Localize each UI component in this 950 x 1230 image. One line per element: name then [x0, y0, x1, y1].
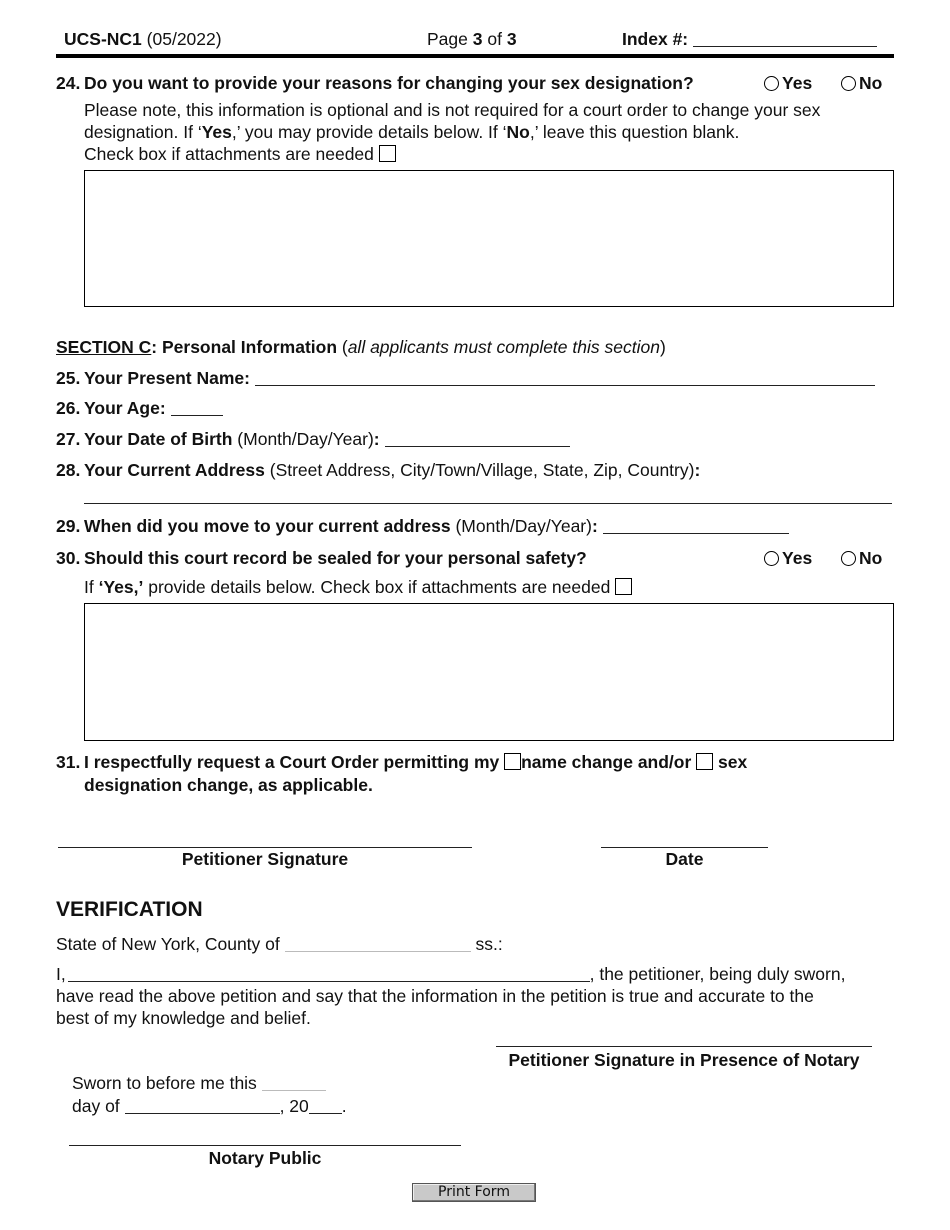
i-label: I,	[56, 964, 66, 984]
verification-line2: have read the above petition and say that the information in the petition is true and accurate to the	[56, 986, 814, 1006]
verification-line1-tail: , the petitioner, being duly sworn,	[589, 964, 846, 984]
county-row	[56, 934, 503, 955]
notary-signature-line[interactable]	[69, 1145, 461, 1146]
form-date: (05/2022)	[146, 29, 222, 49]
q31-line1	[84, 752, 747, 773]
q24-yes-option[interactable]	[764, 73, 812, 94]
section-c-paren-open: (	[341, 337, 348, 357]
q24-details-textarea[interactable]	[84, 170, 894, 307]
verification-heading: VERIFICATION	[56, 898, 203, 921]
q24-attach	[84, 144, 396, 165]
q28-colon: :	[694, 460, 701, 480]
form-id	[64, 29, 222, 50]
q31-text-b: name change and/or	[521, 752, 692, 772]
q31-text-a: I respectfully request a Court Order permitting my	[84, 752, 500, 772]
ss-label: ss.:	[475, 934, 503, 954]
notary-public-label: Notary Public	[208, 1148, 322, 1168]
section-c-heading	[56, 337, 666, 358]
print-form-button[interactable]: Print Form	[412, 1183, 536, 1202]
petitioner-signature-line[interactable]	[58, 847, 472, 848]
index-input[interactable]	[693, 46, 877, 47]
q24-note2-a: designation. If ‘	[84, 122, 202, 142]
header-rule	[56, 54, 894, 58]
q24-note2-yes: Yes	[201, 122, 232, 142]
q27-colon: :	[373, 429, 380, 449]
q27-hint: (Month/Day/Year)	[232, 429, 374, 449]
section-c-paren-close: )	[659, 337, 666, 357]
section-c-note: all applicants must complete this section	[347, 337, 660, 357]
q28-number: 28.	[56, 460, 81, 480]
q24-note-line2	[84, 122, 739, 143]
q24-note2-c: ,’ leave this question blank.	[529, 122, 740, 142]
q25-row	[84, 368, 875, 389]
petitioner-signature-label: Petitioner Signature	[181, 849, 349, 869]
q24-note2-b: ,’ you may provide details below. If ‘	[231, 122, 507, 142]
q28-row	[84, 460, 700, 481]
notary-presence-signature-line[interactable]	[496, 1046, 872, 1047]
q28-hint: (Street Address, City/Town/Village, State, Zip, Country)	[264, 460, 695, 480]
q28-label: Your Current Address	[84, 460, 265, 480]
index-label: Index #:	[622, 29, 689, 49]
q29-row	[84, 516, 789, 537]
section-c-label: SECTION C	[56, 337, 152, 357]
sex-designation-checkbox[interactable]	[696, 753, 713, 770]
q30-yes-option[interactable]	[764, 548, 812, 569]
q25-label: Your Present Name:	[84, 368, 250, 388]
q24-number: 24.	[56, 73, 81, 93]
page-word: Page	[427, 29, 468, 49]
section-c-title: Personal Information	[157, 337, 342, 357]
q24-attach-checkbox[interactable]	[379, 145, 396, 162]
date-line[interactable]	[601, 847, 768, 848]
q27-number: 27.	[56, 429, 81, 449]
q24-attach-label: Check box if attachments are needed	[84, 144, 374, 164]
q30-number: 30.	[56, 548, 81, 568]
sworn-name-row	[56, 964, 845, 985]
sworn-row	[72, 1073, 326, 1094]
q27-row	[84, 429, 570, 450]
q31-line2: designation change, as applicable.	[84, 775, 373, 795]
move-date-input[interactable]	[603, 533, 789, 534]
q30-details-row	[84, 577, 632, 598]
q31-number: 31.	[56, 752, 81, 772]
notary-presence-signature-label: Petitioner Signature in Presence of Notary	[508, 1050, 860, 1070]
name-change-checkbox[interactable]	[504, 753, 521, 770]
q30-yes-radio[interactable]	[764, 551, 779, 566]
q30-yes-label: Yes	[782, 548, 813, 568]
q24-no-option[interactable]	[841, 73, 882, 94]
date-label: Date	[665, 849, 704, 869]
county-label: State of New York, County of	[56, 934, 280, 954]
q30-no-radio[interactable]	[841, 551, 856, 566]
day-of-label: day of	[72, 1096, 120, 1116]
page-number: 3	[472, 29, 483, 49]
sworn-label: Sworn to before me this	[72, 1073, 257, 1093]
year-input[interactable]	[309, 1113, 342, 1114]
index-field	[622, 29, 877, 50]
q29-label: When did you move to your current address	[84, 516, 451, 536]
q27-label: Your Date of Birth	[84, 429, 233, 449]
q29-number: 29.	[56, 516, 81, 536]
q30-question: Should this court record be sealed for your personal safety?	[84, 548, 587, 568]
section-c-colon: :	[151, 337, 158, 357]
q30-attach-checkbox[interactable]	[615, 578, 632, 595]
period: .	[341, 1096, 347, 1116]
sworn-day-input[interactable]	[262, 1090, 326, 1091]
of-word: of	[487, 29, 502, 49]
q26-row	[84, 398, 223, 419]
sworn-name-input[interactable]	[68, 981, 590, 982]
age-input[interactable]	[171, 415, 223, 416]
q24-note2-no: No	[506, 122, 530, 142]
page-total: 3	[506, 29, 517, 49]
q26-label: Your Age:	[84, 398, 166, 418]
q24-question: Do you want to provide your reasons for changing your sex designation?	[84, 73, 694, 93]
month-input[interactable]	[125, 1113, 280, 1114]
q30-no-option[interactable]	[841, 548, 882, 569]
county-input[interactable]	[285, 951, 471, 952]
q30-details-textarea[interactable]	[84, 603, 894, 741]
q30-details-label: provide details below. Check box if attachments are needed	[143, 577, 611, 597]
verification-line3: best of my knowledge and belief.	[56, 1008, 311, 1028]
q30-if: If	[84, 577, 99, 597]
page-indicator	[427, 29, 517, 50]
q25-number: 25.	[56, 368, 81, 388]
q29-hint: (Month/Day/Year)	[450, 516, 592, 536]
q30-no-label: No	[859, 548, 883, 568]
form-code: UCS-NC1	[64, 29, 142, 49]
q30-if-yes: ‘Yes,’	[98, 577, 144, 597]
q26-number: 26.	[56, 398, 81, 418]
dob-input[interactable]	[385, 446, 570, 447]
q24-no-label: No	[859, 73, 883, 93]
year-prefix: , 20	[279, 1096, 309, 1116]
day-of-row	[72, 1096, 347, 1117]
q31-text-c: sex	[718, 752, 748, 772]
q29-colon: :	[591, 516, 598, 536]
q24-yes-radio[interactable]	[764, 76, 779, 91]
address-input[interactable]	[84, 503, 892, 504]
q24-yes-label: Yes	[782, 73, 813, 93]
q24-note-line1: Please note, this information is optional and is not required for a court order to change your sex	[84, 100, 821, 120]
present-name-input[interactable]	[255, 385, 875, 386]
q24-no-radio[interactable]	[841, 76, 856, 91]
